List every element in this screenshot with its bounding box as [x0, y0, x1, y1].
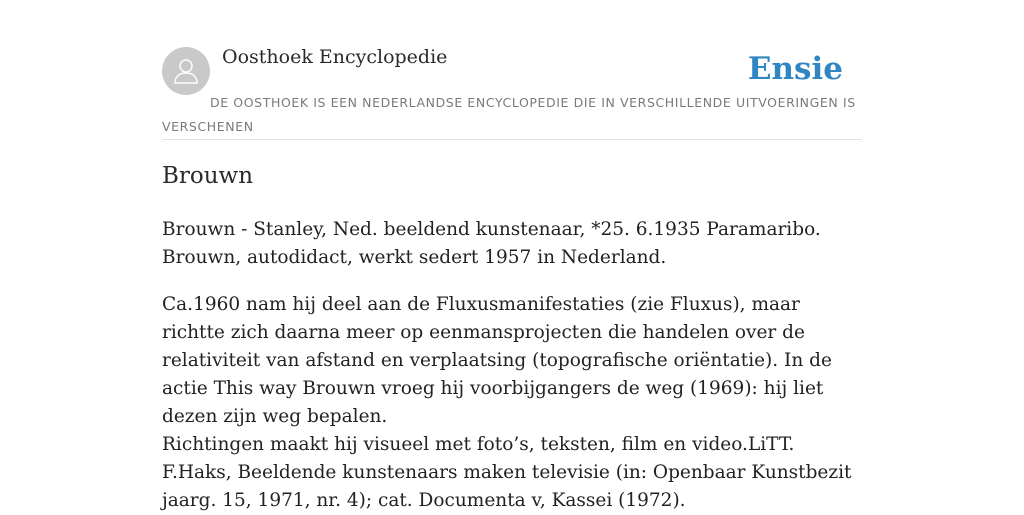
page-content — [162, 0, 862, 511]
source-avatar[interactable] — [162, 47, 210, 95]
source-name-link[interactable]: Oosthoek Encyclopedie — [222, 46, 448, 68]
ensie-logo[interactable]: Ensie — [747, 51, 843, 87]
source-description: DE OOSTHOEK IS EEN NEDERLANDSE ENCYCLOPEDIE DIE IN VERSCHILLENDE UITVOERINGEN IS VERSCHENEN — [162, 95, 856, 134]
article-paragraph: Richtingen maakt hij visueel met foto’s, teksten, film en video.LiTT. F.Haks, Beeldende kunstenaars maken televisie (in: Openbaar Kunstbezit jaarg. 15, 1971, nr. 4); cat. Documenta v, Kassei (1972). — [162, 434, 852, 511]
article-paragraph: Brouwn - Stanley, Ned. beeldend kunstenaar, *25. 6.1935 Paramaribo. Brouwn, autodidact, werkt sedert 1957 in Nederland. — [162, 219, 821, 268]
source-header — [162, 0, 862, 140]
article-title: Brouwn — [162, 163, 254, 189]
article-paragraph: Ca.1960 nam hij deel aan de Fluxusmanifestaties (zie Fluxus), maar richtte zich daarna meer op eenmansprojecten die handelen over de relativiteit van afstand en verplaatsing (topografische oriëntatie). In de actie This way Brouwn vroeg hij voorbijgangers de weg (1969): hij liet dezen zijn weg bepalen. — [162, 294, 832, 427]
user-icon — [171, 56, 201, 86]
